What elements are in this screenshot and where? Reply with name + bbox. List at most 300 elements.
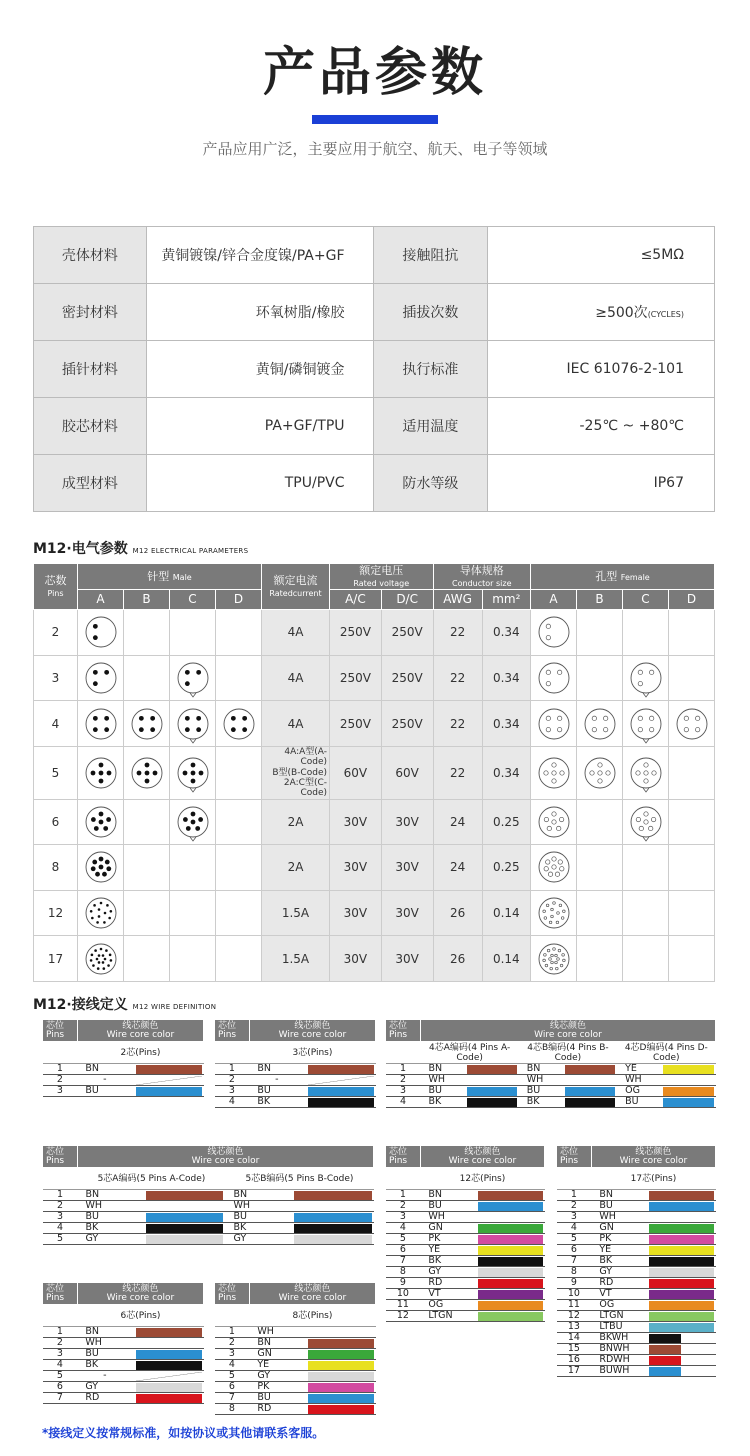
wire-color — [134, 1327, 203, 1338]
female-pin-diagram — [626, 658, 666, 698]
wire-color — [292, 1201, 373, 1212]
wire-color — [647, 1311, 715, 1322]
wire-color — [465, 1064, 519, 1075]
pin-number: 6 — [43, 1382, 78, 1393]
spec-row — [34, 398, 715, 455]
table-row — [386, 1086, 716, 1097]
spec-key: 壳体材料 — [34, 227, 147, 284]
pins-header — [557, 1146, 592, 1168]
wire-color — [647, 1355, 715, 1366]
elec-section-title: M12·电气参数 M12 ELECTRICAL PARAMETERS — [33, 541, 249, 557]
color-header-label: 线芯颜色 — [635, 1146, 672, 1157]
wire-color — [476, 1201, 544, 1212]
col-current: 额定电流 Ratedcurrent — [262, 564, 330, 610]
color-swatch — [136, 1065, 201, 1074]
mm-cell: 0.25 — [482, 845, 530, 891]
wire-code: VT — [420, 1289, 476, 1300]
code-label: 4芯D编码(4 Pins D-Code) — [617, 1042, 715, 1064]
table-row — [557, 1245, 716, 1256]
wire-color — [306, 1327, 375, 1338]
female-pin-diagram — [534, 658, 574, 698]
table-row — [34, 610, 715, 656]
table-row — [215, 1086, 376, 1097]
table-row — [43, 1338, 204, 1349]
wire-color — [292, 1223, 373, 1234]
wire-code: BK — [249, 1097, 306, 1108]
pin-number: 5 — [43, 1234, 78, 1245]
color-header — [420, 1146, 544, 1168]
spec-row — [34, 341, 715, 398]
spec-row — [34, 227, 715, 284]
female-cell — [669, 845, 715, 891]
table-row — [386, 1097, 716, 1108]
table-row — [386, 1064, 716, 1075]
table-row — [34, 701, 715, 747]
wire-color — [476, 1311, 544, 1322]
color-swatch — [649, 1367, 681, 1376]
wire-color — [476, 1234, 544, 1245]
wire-code: GN — [591, 1223, 647, 1234]
pins-header-label: 芯位 — [218, 1283, 237, 1294]
color-swatch — [649, 1301, 713, 1310]
wire-code: BU — [77, 1349, 134, 1360]
color-swatch — [136, 1372, 201, 1381]
col-male: 针型 Male — [78, 564, 262, 590]
male-cell — [216, 890, 262, 936]
table-row — [215, 1327, 376, 1338]
female-cell — [623, 655, 669, 701]
pin-number: 1 — [557, 1190, 592, 1201]
male-code: A — [78, 590, 124, 610]
wire-color — [134, 1075, 203, 1086]
wire-code: BU — [519, 1086, 563, 1097]
wire-color — [306, 1338, 375, 1349]
pin-number: 6 — [386, 1245, 421, 1256]
wire-color — [563, 1064, 617, 1075]
pin-number: 1 — [386, 1190, 421, 1201]
female-cell — [577, 655, 623, 701]
female-cell — [577, 890, 623, 936]
female-cell — [577, 701, 623, 747]
col-voltage: 额定电压 Rated voltage — [330, 564, 434, 590]
pin-number: 2 — [557, 1201, 592, 1212]
wire-code: WH — [420, 1212, 476, 1223]
ac-cell: 30V — [330, 890, 382, 936]
dc-cell: 250V — [381, 610, 433, 656]
wire-code: OG — [591, 1300, 647, 1311]
female-cell — [669, 701, 715, 747]
table-row — [215, 1097, 376, 1108]
male-cell — [170, 701, 216, 747]
male-code: D — [216, 590, 262, 610]
pin-number: 2 — [386, 1075, 421, 1086]
pin-number: 8 — [386, 1267, 421, 1278]
color-header-label-en: Wire core color — [278, 1029, 347, 1040]
female-cell — [531, 655, 577, 701]
wire-code: RD — [77, 1393, 134, 1404]
wire-code: YE — [591, 1245, 647, 1256]
dc-cell: 250V — [381, 701, 433, 747]
color-swatch — [136, 1328, 201, 1337]
table-row — [43, 1349, 204, 1360]
pin-number: 12 — [557, 1311, 592, 1322]
male-pin-diagram — [81, 893, 121, 933]
pin-number: 4 — [386, 1223, 421, 1234]
wire-code: - — [77, 1371, 134, 1382]
wire-color — [144, 1234, 225, 1245]
spec-key: 防水等级 — [373, 455, 488, 512]
female-cell — [577, 799, 623, 845]
table-row — [34, 890, 715, 936]
spec-key: 插针材料 — [34, 341, 147, 398]
table-row — [386, 1267, 545, 1278]
color-swatch — [649, 1235, 713, 1244]
table-row — [386, 1256, 545, 1267]
color-header-label: 线芯颜色 — [294, 1020, 331, 1031]
table-row — [557, 1300, 716, 1311]
spec-key: 密封材料 — [34, 284, 147, 341]
table-row — [43, 1190, 374, 1201]
pin-number: 8 — [215, 1404, 250, 1415]
color-header-label-en: Wire core color — [191, 1155, 260, 1166]
pin-number: 4 — [557, 1223, 592, 1234]
current-cell: 4A — [262, 701, 330, 747]
current-cell: 4A — [262, 610, 330, 656]
female-cell — [577, 845, 623, 891]
table-row — [215, 1064, 376, 1075]
wire-code: BK — [519, 1097, 563, 1108]
male-cell — [78, 655, 124, 701]
color-header — [77, 1283, 203, 1305]
wire-color — [647, 1344, 715, 1355]
wire-table-t5 — [42, 1145, 374, 1245]
wire-color — [134, 1338, 203, 1349]
female-cell — [623, 845, 669, 891]
wire-code: GN — [420, 1223, 476, 1234]
table-row — [386, 1234, 545, 1245]
color-swatch — [649, 1191, 713, 1200]
color-swatch — [649, 1334, 681, 1343]
volt-col: A/C — [330, 590, 382, 610]
female-cell — [531, 845, 577, 891]
table-row — [386, 1278, 545, 1289]
wire-color — [306, 1393, 375, 1404]
female-pin-diagram — [534, 704, 574, 744]
wire-color — [647, 1278, 715, 1289]
wire-color — [465, 1075, 519, 1086]
pin-number: 1 — [43, 1064, 78, 1075]
pins-header — [43, 1283, 78, 1305]
table-row — [557, 1212, 716, 1223]
color-swatch — [649, 1257, 713, 1266]
wire-code: YE — [420, 1245, 476, 1256]
wire-color — [306, 1064, 375, 1075]
female-pin-diagram — [534, 847, 574, 887]
mm-cell: 0.34 — [482, 701, 530, 747]
ac-cell: 60V — [330, 746, 382, 799]
pin-number: 7 — [386, 1256, 421, 1267]
pin-number: 8 — [557, 1267, 592, 1278]
pin-number: 7 — [43, 1393, 78, 1404]
color-swatch — [649, 1246, 713, 1255]
wire-code: BK — [77, 1360, 134, 1371]
mm-cell: 0.34 — [482, 746, 530, 799]
wire-code: RD — [249, 1404, 306, 1415]
wire-color — [647, 1256, 715, 1267]
wire-code: BN — [249, 1064, 306, 1075]
color-swatch — [565, 1098, 615, 1107]
color-header-label-en: Wire core color — [448, 1155, 517, 1166]
spec-key: 执行标准 — [373, 341, 488, 398]
current-cell: 1.5A — [262, 936, 330, 982]
male-cell — [78, 845, 124, 891]
wire-color — [647, 1234, 715, 1245]
page-subtitle: 产品应用广泛，主要应用于航空、航天、电子等领域 — [202, 140, 548, 158]
color-swatch — [663, 1065, 713, 1074]
color-swatch — [649, 1323, 713, 1332]
pins-cell: 17 — [34, 936, 78, 982]
wire-color — [134, 1064, 203, 1075]
color-swatch — [663, 1076, 713, 1085]
wire-code: BN — [519, 1064, 563, 1075]
awg-cell: 24 — [433, 799, 482, 845]
ac-cell: 250V — [330, 655, 382, 701]
spec-row — [34, 284, 715, 341]
color-swatch — [478, 1257, 542, 1266]
pin-number: 3 — [43, 1349, 78, 1360]
female-pin-diagram — [534, 802, 574, 842]
spec-value: 黄铜/磷铜镀金 — [146, 341, 373, 398]
color-swatch — [478, 1224, 542, 1233]
color-swatch — [649, 1345, 681, 1354]
wire-code: BN — [420, 1064, 464, 1075]
wire-color — [647, 1333, 715, 1344]
table-row — [386, 1245, 545, 1256]
table-row — [557, 1278, 716, 1289]
female-cell — [577, 610, 623, 656]
wire-code: GY — [420, 1267, 476, 1278]
ac-cell: 250V — [330, 701, 382, 747]
wire-color — [476, 1278, 544, 1289]
wire-color — [476, 1212, 544, 1223]
awg-cell: 26 — [433, 890, 482, 936]
wire-code: LTGN — [591, 1311, 647, 1322]
color-header — [591, 1146, 715, 1168]
pin-number: 2 — [215, 1338, 250, 1349]
male-cell — [124, 655, 170, 701]
wire-code: BK — [591, 1256, 647, 1267]
color-swatch — [294, 1224, 371, 1233]
color-header — [77, 1020, 203, 1042]
color-swatch — [136, 1076, 201, 1085]
table-row — [557, 1256, 716, 1267]
wire-color — [306, 1075, 375, 1086]
wire-color — [306, 1371, 375, 1382]
pin-number: 11 — [557, 1300, 592, 1311]
color-header-label: 线芯颜色 — [549, 1020, 586, 1031]
page-title: 产品参数 — [262, 43, 487, 103]
pins-header — [215, 1283, 250, 1305]
female-cell — [623, 746, 669, 799]
wire-code: BU — [420, 1086, 464, 1097]
wire-color — [661, 1097, 715, 1108]
table-row — [34, 845, 715, 891]
code-label: 12芯(Pins) — [420, 1168, 544, 1190]
wire-color — [306, 1349, 375, 1360]
wire-code: WH — [420, 1075, 464, 1086]
color-swatch — [649, 1290, 713, 1299]
male-cell — [124, 890, 170, 936]
wire-code: BU — [249, 1393, 306, 1404]
table-row — [34, 936, 715, 982]
male-cell — [78, 746, 124, 799]
color-swatch — [649, 1202, 713, 1211]
wire-code: WH — [77, 1338, 134, 1349]
wire-color — [306, 1404, 375, 1415]
color-header-label-en: Wire core color — [278, 1292, 347, 1303]
table-row — [215, 1075, 376, 1086]
female-pin-diagram — [534, 893, 574, 933]
spec-value-text: IEC 61076-2-101 — [566, 361, 684, 377]
pin-number: 17 — [557, 1366, 592, 1377]
pin-number: 14 — [557, 1333, 592, 1344]
pin-number: 3 — [43, 1086, 78, 1097]
ac-cell: 30V — [330, 936, 382, 982]
pins-header-label-en: Pins — [46, 1292, 65, 1303]
current-cell: 4A:A型(A-Code) B型(B-Code) 2A:C型(C-Code) — [262, 746, 330, 799]
table-row — [43, 1371, 204, 1382]
male-pin-diagram — [173, 802, 213, 842]
female-cell — [531, 610, 577, 656]
wire-code: BU — [249, 1086, 306, 1097]
cond-col: mm² — [482, 590, 530, 610]
color-swatch — [478, 1290, 542, 1299]
cond-col: AWG — [433, 590, 482, 610]
pin-number: 6 — [557, 1245, 592, 1256]
color-swatch — [565, 1076, 615, 1085]
pins-cell: 12 — [34, 890, 78, 936]
pin-number: 2 — [215, 1075, 250, 1086]
color-header-label-en: Wire core color — [106, 1292, 175, 1303]
awg-cell: 22 — [433, 610, 482, 656]
female-cell — [669, 936, 715, 982]
pin-number: 2 — [386, 1201, 421, 1212]
wire-color — [647, 1366, 715, 1377]
pin-number: 15 — [557, 1344, 592, 1355]
wire-color — [476, 1267, 544, 1278]
color-swatch — [478, 1301, 542, 1310]
table-row — [43, 1201, 374, 1212]
female-pin-diagram — [626, 753, 666, 793]
wire-code: BK — [225, 1223, 292, 1234]
pin-number: 16 — [557, 1355, 592, 1366]
male-pin-diagram — [219, 704, 259, 744]
male-pin-diagram — [81, 847, 121, 887]
wire-color — [134, 1349, 203, 1360]
wire-color — [476, 1190, 544, 1201]
female-cell — [669, 610, 715, 656]
pin-number: 4 — [215, 1360, 250, 1371]
male-cell — [78, 799, 124, 845]
dc-cell: 60V — [381, 746, 433, 799]
table-row — [557, 1289, 716, 1300]
pins-header-label-en: Pins — [218, 1029, 237, 1040]
wire-color — [144, 1212, 225, 1223]
female-pin-diagram — [672, 704, 712, 744]
table-row — [386, 1300, 545, 1311]
pins-header-label: 芯位 — [389, 1146, 408, 1157]
color-header-label-en: Wire core color — [534, 1029, 602, 1040]
wire-table-t12 — [385, 1145, 545, 1322]
color-header-label: 线芯颜色 — [294, 1283, 331, 1294]
color-swatch — [308, 1087, 373, 1096]
wire-color — [647, 1300, 715, 1311]
pin-number: 3 — [386, 1086, 421, 1097]
table-row — [557, 1333, 716, 1344]
wire-color — [661, 1075, 715, 1086]
male-cell — [170, 845, 216, 891]
wire-color — [306, 1097, 375, 1108]
color-swatch — [294, 1191, 371, 1200]
pin-number: 3 — [215, 1349, 250, 1360]
wire-code: RD — [420, 1278, 476, 1289]
color-swatch — [308, 1405, 373, 1414]
wire-color — [292, 1212, 373, 1223]
wire-color — [144, 1190, 225, 1201]
color-swatch — [478, 1279, 542, 1288]
ac-cell: 30V — [330, 845, 382, 891]
pins-header-label-en: Pins — [46, 1155, 65, 1166]
color-swatch — [649, 1268, 713, 1277]
wire-code: OG — [420, 1300, 476, 1311]
dc-cell: 30V — [381, 845, 433, 891]
color-swatch — [467, 1076, 517, 1085]
wire-color — [476, 1256, 544, 1267]
color-swatch — [308, 1339, 373, 1348]
code-label: 2芯(Pins) — [77, 1042, 203, 1064]
pin-number: 5 — [43, 1371, 78, 1382]
wire-color — [292, 1234, 373, 1245]
color-swatch — [478, 1246, 542, 1255]
male-cell — [124, 936, 170, 982]
wire-code: BU — [617, 1097, 661, 1108]
female-cell — [669, 655, 715, 701]
color-swatch — [294, 1213, 371, 1222]
pin-number: 7 — [557, 1256, 592, 1267]
female-code: D — [669, 590, 715, 610]
color-swatch — [308, 1383, 373, 1392]
male-cell — [216, 610, 262, 656]
volt-col: D/C — [381, 590, 433, 610]
male-code: B — [124, 590, 170, 610]
wire-code: GY — [77, 1234, 144, 1245]
table-row — [43, 1327, 204, 1338]
color-swatch — [136, 1339, 201, 1348]
wire-code: WH — [519, 1075, 563, 1086]
color-header — [77, 1146, 373, 1168]
table-row — [215, 1393, 376, 1404]
awg-cell: 22 — [433, 655, 482, 701]
col-conductor: 导体规格 Conductor size — [433, 564, 530, 590]
wire-color — [476, 1223, 544, 1234]
color-swatch — [308, 1098, 373, 1107]
male-cell — [170, 655, 216, 701]
pin-number: 5 — [215, 1371, 250, 1382]
male-cell — [216, 936, 262, 982]
female-code: A — [531, 590, 577, 610]
wire-color — [144, 1223, 225, 1234]
electrical-table — [33, 563, 715, 982]
